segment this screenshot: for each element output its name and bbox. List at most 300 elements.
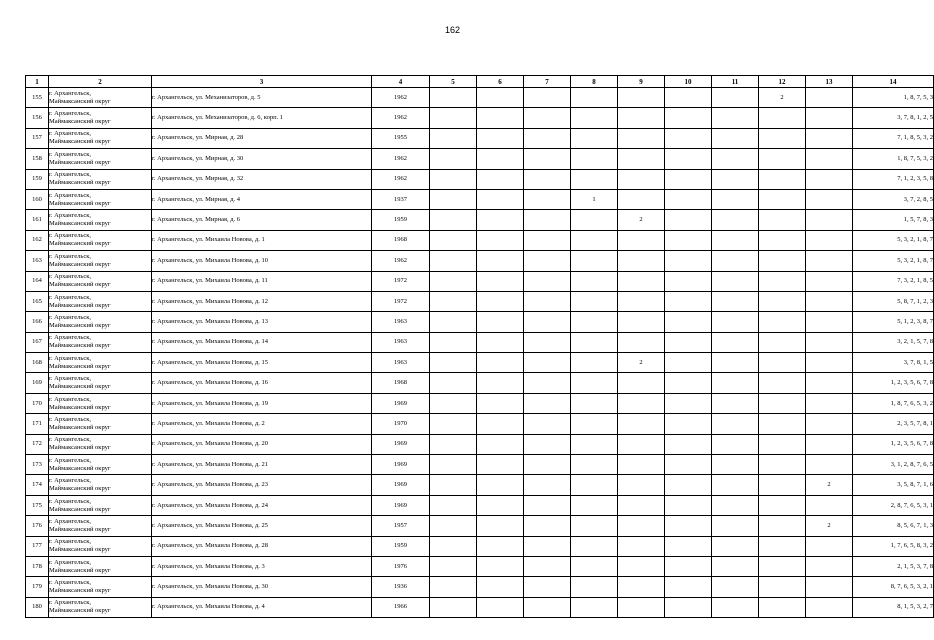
column-11-cell [712,393,759,413]
district-city-line: г. Архангельск, [49,456,91,464]
column-8-cell [571,577,618,597]
column-9-cell [618,373,665,393]
table-row [26,536,934,556]
column-6-cell [477,597,524,617]
year-cell: 1955 [372,128,430,148]
column-11-cell [712,210,759,230]
district-okrug-line: Маймаксанский округ [49,281,111,289]
column-7-cell [524,169,571,189]
district-cell [49,536,152,556]
row-number: 167 [26,332,49,352]
address-cell: г. Архангельск, ул. Михаила Новова, д. 24 [152,495,372,515]
column-7-cell [524,332,571,352]
address-cell: г. Архангельск, ул. Михаила Новова, д. 14 [152,332,372,352]
column-7-cell [524,271,571,291]
district-cell [49,312,152,332]
district-city-line: г. Архангельск, [49,436,91,444]
column-8-cell [571,332,618,352]
column-9-cell [618,393,665,413]
column-9-cell [618,414,665,434]
district-cell [49,332,152,352]
sequence-cell: 5, 3, 2, 1, 8, 7 [853,251,934,271]
district-okrug-line: Маймаксанский округ [49,383,111,391]
row-number: 162 [26,230,49,250]
column-5-cell [430,312,477,332]
column-10-cell [665,128,712,148]
column-12-cell [759,597,806,617]
year-cell: 1959 [372,536,430,556]
column-header-6: 6 [477,76,524,88]
year-cell: 1969 [372,393,430,413]
column-12-cell [759,169,806,189]
district-cell [49,597,152,617]
column-9-cell [618,597,665,617]
row-number: 171 [26,414,49,434]
column-12-cell [759,373,806,393]
sequence-cell: 7, 3, 2, 1, 8, 5 [853,271,934,291]
column-5-cell [430,210,477,230]
district-city-line: г. Архангельск, [49,150,91,158]
year-cell: 1969 [372,455,430,475]
table-row [26,291,934,311]
column-7-cell [524,189,571,209]
column-9-cell [618,495,665,515]
column-6-cell [477,149,524,169]
row-number: 176 [26,516,49,536]
column-5-cell [430,169,477,189]
column-13-cell [806,291,853,311]
column-6-cell [477,291,524,311]
column-13-cell [806,271,853,291]
district-cell [49,434,152,454]
sequence-cell: 8, 7, 6, 5, 3, 2, 1 [853,577,934,597]
column-6-cell [477,556,524,576]
column-8-cell [571,597,618,617]
column-10-cell [665,108,712,128]
row-number: 175 [26,495,49,515]
sequence-cell: 2, 3, 5, 7, 8, 1 [853,414,934,434]
column-10-cell [665,597,712,617]
column-11-cell [712,108,759,128]
column-12-cell [759,312,806,332]
column-10-cell [665,414,712,434]
column-10-cell [665,556,712,576]
district-cell [49,495,152,515]
sequence-cell: 3, 7, 2, 8, 5 [853,189,934,209]
column-header-7: 7 [524,76,571,88]
row-number: 163 [26,251,49,271]
year-cell: 1959 [372,210,430,230]
column-8-cell [571,128,618,148]
column-header-12: 12 [759,76,806,88]
column-7-cell [524,210,571,230]
row-number: 169 [26,373,49,393]
column-9-cell [618,536,665,556]
column-6-cell [477,434,524,454]
year-cell: 1937 [372,189,430,209]
district-okrug-line: Маймаксанский округ [49,525,111,533]
table-row [26,271,934,291]
column-13-cell [806,536,853,556]
district-city-line: г. Архангельск, [49,334,91,342]
column-7-cell [524,434,571,454]
district-okrug-line: Маймаксанский округ [49,505,111,513]
district-city-line: г. Архангельск, [49,599,91,607]
address-cell: г. Архангельск, ул. Мирная, д. 4 [152,189,372,209]
sequence-cell: 2, 8, 7, 6, 5, 3, 1 [853,495,934,515]
district-cell [49,149,152,169]
column-11-cell [712,312,759,332]
district-okrug-line: Маймаксанский округ [49,158,111,166]
district-cell [49,475,152,495]
column-13-cell [806,414,853,434]
column-12-cell [759,128,806,148]
column-11-cell [712,455,759,475]
column-9-cell [618,312,665,332]
column-13-cell [806,332,853,352]
column-13-cell [806,108,853,128]
district-cell [49,393,152,413]
column-11-cell [712,577,759,597]
column-12-cell [759,108,806,128]
column-9-cell [618,88,665,108]
column-8-cell [571,434,618,454]
sequence-cell: 3, 1, 2, 8, 7, 6, 5 [853,455,934,475]
table-row [26,108,934,128]
sequence-cell: 8, 1, 5, 3, 2, 7 [853,597,934,617]
column-8-cell [571,149,618,169]
district-cell [49,88,152,108]
column-12-cell [759,271,806,291]
row-number: 159 [26,169,49,189]
column-11-cell [712,597,759,617]
column-8-cell [571,536,618,556]
year-cell: 1970 [372,414,430,434]
column-header-1: 1 [26,76,49,88]
column-header-10: 10 [665,76,712,88]
year-cell: 1969 [372,495,430,515]
column-9-cell: 2 [618,210,665,230]
column-13-cell [806,230,853,250]
address-cell: г. Архангельск, ул. Михаила Новова, д. 19 [152,393,372,413]
column-11-cell [712,434,759,454]
column-10-cell [665,516,712,536]
column-header-2: 2 [49,76,152,88]
column-9-cell [618,556,665,576]
district-cell [49,128,152,148]
row-number: 172 [26,434,49,454]
district-okrug-line: Маймаксанский округ [49,240,111,248]
district-okrug-line: Маймаксанский округ [49,444,111,452]
column-6-cell [477,108,524,128]
column-11-cell [712,149,759,169]
year-cell: 1936 [372,577,430,597]
column-13-cell [806,128,853,148]
column-5-cell [430,414,477,434]
year-cell: 1969 [372,434,430,454]
column-8-cell [571,88,618,108]
column-11-cell [712,332,759,352]
column-6-cell [477,373,524,393]
sequence-cell: 1, 2, 3, 5, 6, 7, 8 [853,434,934,454]
district-city-line: г. Архангельск, [49,110,91,118]
column-7-cell [524,475,571,495]
column-7-cell [524,88,571,108]
table-row [26,210,934,230]
column-10-cell [665,210,712,230]
column-7-cell [524,516,571,536]
year-cell: 1976 [372,556,430,576]
column-9-cell: 2 [618,353,665,373]
column-5-cell [430,189,477,209]
district-city-line: г. Архангельск, [49,477,91,485]
column-11-cell [712,536,759,556]
column-11-cell [712,251,759,271]
column-7-cell [524,536,571,556]
column-5-cell [430,597,477,617]
table-row [26,169,934,189]
column-9-cell [618,455,665,475]
table-row [26,230,934,250]
table-row [26,312,934,332]
column-12-cell [759,475,806,495]
column-5-cell [430,536,477,556]
table-row [26,516,934,536]
column-8-cell [571,556,618,576]
district-okrug-line: Маймаксанский округ [49,587,111,595]
year-cell: 1968 [372,230,430,250]
column-12-cell [759,353,806,373]
district-city-line: г. Архангельск, [49,375,91,383]
district-cell [49,577,152,597]
district-okrug-line: Маймаксанский округ [49,301,111,309]
district-cell [49,455,152,475]
table-row [26,149,934,169]
column-10-cell [665,169,712,189]
row-number: 155 [26,88,49,108]
district-city-line: г. Архангельск, [49,558,91,566]
column-5-cell [430,516,477,536]
row-number: 174 [26,475,49,495]
column-5-cell [430,373,477,393]
column-10-cell [665,536,712,556]
sequence-cell: 7, 1, 8, 5, 3, 2 [853,128,934,148]
column-header-11: 11 [712,76,759,88]
address-cell: г. Архангельск, ул. Михаила Новова, д. 1 [152,230,372,250]
address-cell: г. Архангельск, ул. Михаила Новова, д. 2 [152,414,372,434]
row-number: 156 [26,108,49,128]
district-city-line: г. Архангельск, [49,579,91,587]
column-13-cell [806,312,853,332]
district-city-line: г. Архангельск, [49,212,91,220]
row-number: 168 [26,353,49,373]
column-11-cell [712,495,759,515]
row-number: 170 [26,393,49,413]
column-12-cell [759,393,806,413]
column-7-cell [524,495,571,515]
column-5-cell [430,475,477,495]
table-row [26,475,934,495]
year-cell: 1972 [372,271,430,291]
column-13-cell [806,149,853,169]
column-10-cell [665,251,712,271]
year-cell: 1963 [372,353,430,373]
table-row [26,414,934,434]
column-12-cell [759,455,806,475]
district-cell [49,373,152,393]
column-10-cell [665,312,712,332]
column-11-cell [712,189,759,209]
address-cell: г. Архангельск, ул. Мирная, д. 6 [152,210,372,230]
district-okrug-line: Маймаксанский округ [49,464,111,472]
address-cell: г. Архангельск, ул. Михаила Новова, д. 21 [152,455,372,475]
column-7-cell [524,128,571,148]
column-11-cell [712,271,759,291]
column-8-cell [571,291,618,311]
year-cell: 1957 [372,516,430,536]
table-row [26,88,934,108]
row-number: 179 [26,577,49,597]
column-13-cell [806,169,853,189]
district-cell [49,353,152,373]
column-5-cell [430,577,477,597]
address-cell: г. Архангельск, ул. Механизаторов, д. 6, корп. 1 [152,108,372,128]
address-cell: г. Архангельск, ул. Михаила Новова, д. 4 [152,597,372,617]
address-cell: г. Архангельск, ул. Михаила Новова, д. 3 [152,556,372,576]
address-cell: г. Архангельск, ул. Михаила Новова, д. 30 [152,577,372,597]
column-8-cell [571,251,618,271]
row-number: 177 [26,536,49,556]
column-header-9: 9 [618,76,665,88]
column-5-cell [430,149,477,169]
sequence-cell: 8, 5, 6, 7, 1, 3 [853,516,934,536]
column-6-cell [477,332,524,352]
column-10-cell [665,495,712,515]
column-9-cell [618,128,665,148]
column-10-cell [665,332,712,352]
column-12-cell [759,189,806,209]
column-13-cell [806,373,853,393]
column-11-cell [712,516,759,536]
column-6-cell [477,189,524,209]
district-cell [49,414,152,434]
sequence-cell: 2, 1, 5, 3, 7, 8 [853,556,934,576]
column-9-cell [618,169,665,189]
column-8-cell [571,169,618,189]
registry-table [25,75,934,618]
district-cell [49,230,152,250]
column-7-cell [524,149,571,169]
column-7-cell [524,108,571,128]
column-header-3: 3 [152,76,372,88]
column-9-cell [618,332,665,352]
column-6-cell [477,251,524,271]
address-cell: г. Архангельск, ул. Михаила Новова, д. 13 [152,312,372,332]
column-11-cell [712,414,759,434]
table-row [26,556,934,576]
district-okrug-line: Маймаксанский округ [49,423,111,431]
column-6-cell [477,536,524,556]
column-5-cell [430,393,477,413]
table-body [26,88,934,618]
sequence-cell: 3, 5, 8, 7, 1, 6 [853,475,934,495]
column-7-cell [524,556,571,576]
row-number: 180 [26,597,49,617]
sequence-cell: 7, 1, 2, 3, 5, 8 [853,169,934,189]
district-city-line: г. Архангельск, [49,313,91,321]
column-10-cell [665,189,712,209]
header-row [26,76,934,88]
address-cell: г. Архангельск, ул. Михаила Новова, д. 20 [152,434,372,454]
column-header-14: 14 [853,76,934,88]
year-cell: 1963 [372,312,430,332]
column-12-cell [759,149,806,169]
sequence-cell: 1, 7, 6, 5, 8, 3, 2 [853,536,934,556]
column-7-cell [524,455,571,475]
column-12-cell [759,230,806,250]
year-cell: 1962 [372,108,430,128]
column-9-cell [618,516,665,536]
column-13-cell [806,455,853,475]
column-8-cell [571,373,618,393]
district-city-line: г. Архангельск, [49,538,91,546]
sequence-cell: 3, 2, 1, 5, 7, 8 [853,332,934,352]
address-cell: г. Архангельск, ул. Механизаторов, д. 5 [152,88,372,108]
district-okrug-line: Маймаксанский округ [49,138,111,146]
column-12-cell [759,495,806,515]
column-8-cell: 1 [571,189,618,209]
column-6-cell [477,495,524,515]
district-okrug-line: Маймаксанский округ [49,342,111,350]
column-7-cell [524,577,571,597]
column-7-cell [524,312,571,332]
column-5-cell [430,353,477,373]
table-row [26,353,934,373]
district-okrug-line: Маймаксанский округ [49,260,111,268]
district-cell [49,210,152,230]
column-6-cell [477,169,524,189]
column-5-cell [430,271,477,291]
year-cell: 1963 [372,332,430,352]
column-6-cell [477,128,524,148]
district-cell [49,189,152,209]
column-6-cell [477,577,524,597]
row-number: 161 [26,210,49,230]
district-okrug-line: Маймаксанский округ [49,199,111,207]
column-12-cell [759,251,806,271]
column-header-4: 4 [372,76,430,88]
district-cell [49,108,152,128]
year-cell: 1966 [372,597,430,617]
column-13-cell [806,251,853,271]
column-7-cell [524,291,571,311]
column-8-cell [571,495,618,515]
district-city-line: г. Архангельск, [49,354,91,362]
district-cell [49,169,152,189]
row-number: 166 [26,312,49,332]
column-12-cell [759,332,806,352]
address-cell: г. Архангельск, ул. Михаила Новова, д. 28 [152,536,372,556]
address-cell: г. Архангельск, ул. Михаила Новова, д. 25 [152,516,372,536]
column-9-cell [618,149,665,169]
table-row [26,434,934,454]
column-5-cell [430,128,477,148]
column-8-cell [571,312,618,332]
district-city-line: г. Архангельск, [49,232,91,240]
column-13-cell [806,495,853,515]
column-11-cell [712,291,759,311]
column-10-cell [665,434,712,454]
